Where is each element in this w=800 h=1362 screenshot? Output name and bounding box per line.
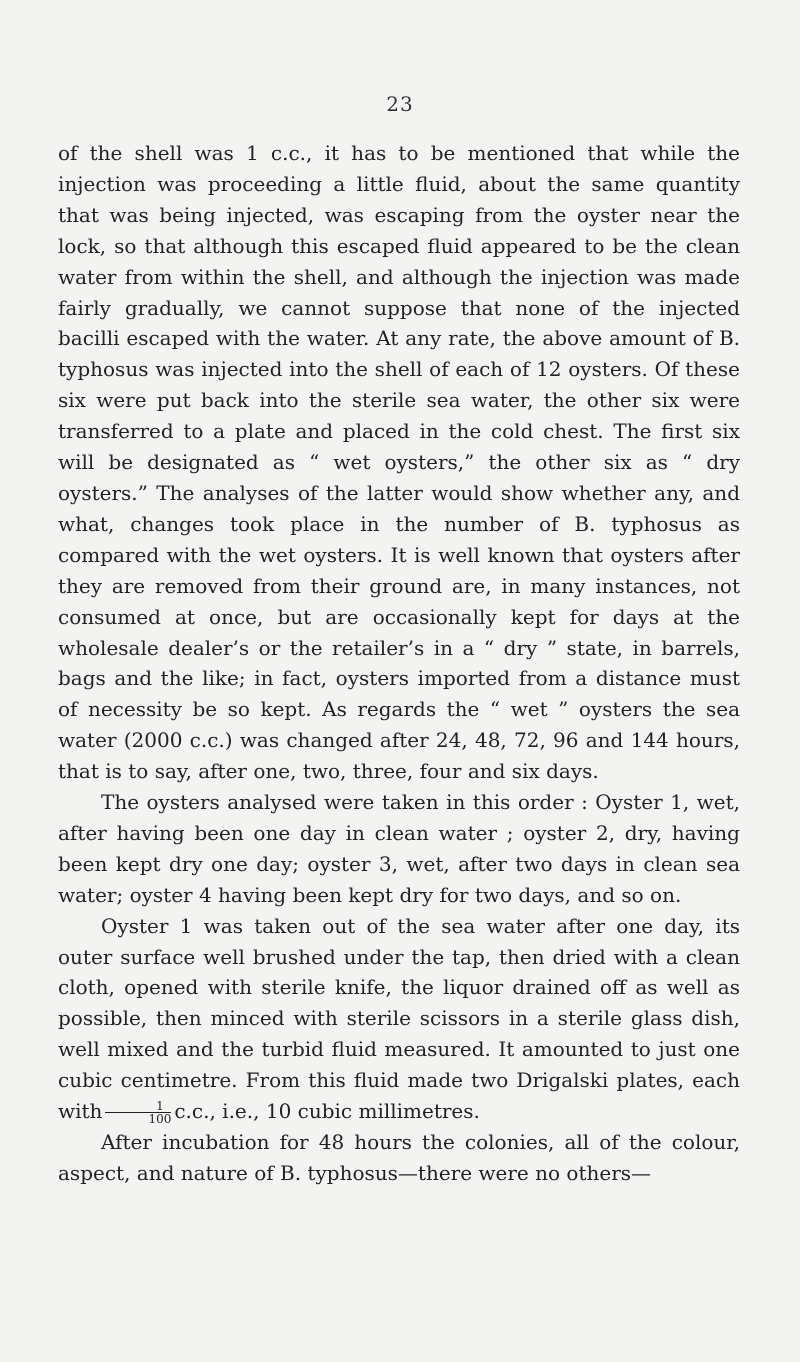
paragraph-3-text: Oyster 1 was taken out of the sea water after one day, its outer surface well brushed under the tap, then dried with a clean cloth, opened with sterile knife, the liquor drained off as well as possible, then minced with sterile scissors in a sterile glass dish, well mixed and the turbid fluid measured. It amounted to just one cubic centimetre. From this fluid made two Drigalski plates, each with [58, 913, 740, 1124]
page-number: 23 [386, 92, 414, 116]
paragraph-3-text-after: c.c., i.e., 10 cubic millimetres. [174, 1099, 480, 1124]
paragraph-4: After incubation for 48 hours the colonies, all of the colour, aspect, and nature of B. typhosus—there were no others— [58, 1130, 740, 1185]
fraction-numerator: 1 [105, 1100, 171, 1113]
fraction-denominator: 100 [148, 1112, 172, 1127]
paragraph-3 [58, 911, 740, 1127]
fraction [105, 1100, 171, 1125]
paragraph-1: of the shell was 1 c.c., it has to be mentioned that while the injection was proceeding a little fluid, about the same quantity that was being injected, was escaping from the oyster near the lock, so that although this escaped fluid appeared to be the clean water from within the shell, and although the injection was made fairly gradually, we cannot suppose that none of the injected bacilli escaped with the water. At any rate, the above amount of B. typhosus was injected into the shell of each of 12 oysters. Of these six were put back into the sterile sea water, the other six were transferred to a plate and placed in the cold chest. The first six will be designated as “ wet oysters,” the other six as “ dry oysters.” The analyses of the latter would show whether any, and what, changes took place in the number of B. typhosus as compared with the wet oysters. It is well known that oysters after they are removed from their ground are, in many instances, not consumed at once, but are occasionally kept for days at the wholesale dealer’s or the retailer’s in a “ dry ” state, in barrels, bags and the like; in fact, oysters imported from a distance must of necessity be so kept. As regards the “ wet ” oysters the sea water (2000 c.c.) was changed after 24, 48, 72, 96 and 144 hours, that is to say, after one, two, three, four and six days. [58, 141, 740, 784]
paragraph-2: The oysters analysed were taken in this order : Oyster 1, wet, after having been one day in clean water ; oyster 2, dry, having been kept dry one day; oyster 3, wet, after two days in clean sea water; oyster 4 having been kept dry for two days, and so on. [58, 790, 740, 907]
body-text [58, 138, 740, 1189]
